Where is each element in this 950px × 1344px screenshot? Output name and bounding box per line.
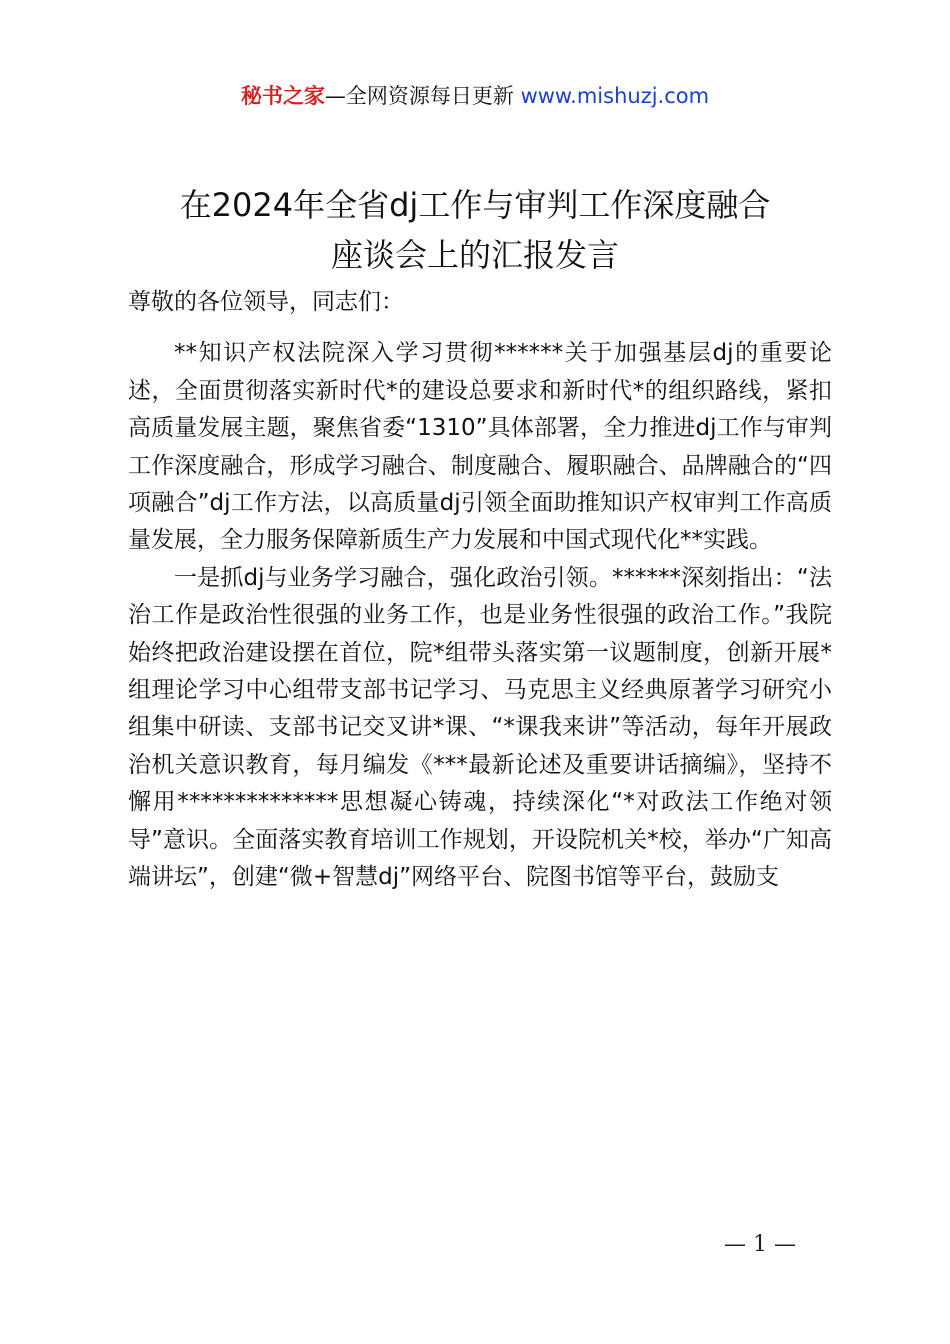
site-header xyxy=(0,80,950,112)
paragraph-intro: **知识产权法院深入学习贯彻******关于加强基层dj的重要论述，全面贯彻落实新时代*的建设总要求和新时代*的组织路线，紧扣高质量发展主题，聚焦省委“1310”具体部署，全力推进dj工作与审判工作深度融合，形成学习融合、制度融合、履职融合、品牌融合的“四项融合”dj工作方法，以高质量dj引领全面助推知识产权审判工作高质量发展，全力服务保障新质生产力发展和中国式现代化**实践。 xyxy=(128,340,832,554)
site-brand: 秘书之家 xyxy=(240,84,325,108)
document-title-line-1: 在2024年全省dj工作与审判工作深度融合 xyxy=(179,186,771,224)
site-tagline: —全网资源每日更新 xyxy=(324,84,514,108)
salutation: 尊敬的各位领导，同志们： xyxy=(128,289,404,315)
document-title-line-2: 座谈会上的汇报发言 xyxy=(330,236,619,274)
document-body xyxy=(128,284,832,897)
paragraph-study-integration: 一是抓dj与业务学习融合，强化政治引领。******深刻指出：“法治工作是政治性很强的业务工作，也是业务性很强的政治工作。”我院始终把政治建设摆在首位，院*组带头落实第一议题制度，创新开展*组理论学习中心组带支部书记学习、马克思主义经典原著学习研究小组集中研读、支部书记交叉讲*课、“*课我来讲”等活动，每年开展政治机关意识教育，每月编发《***最新论述及重要讲话摘编》，坚持不懈用**************思想凝心铸魂，持续深化“*对政法工作绝对领导”意识。全面落实教育培训工作规划，开设院机关*校，举办“广知高端讲坛”，创建“微+智慧dj”网络平台、院图书馆等平台，鼓励支 xyxy=(128,564,832,891)
document-title xyxy=(0,180,950,280)
page-number: — 1 — xyxy=(724,1232,796,1257)
site-url-link[interactable]: www.mishuzj.com xyxy=(520,84,710,108)
